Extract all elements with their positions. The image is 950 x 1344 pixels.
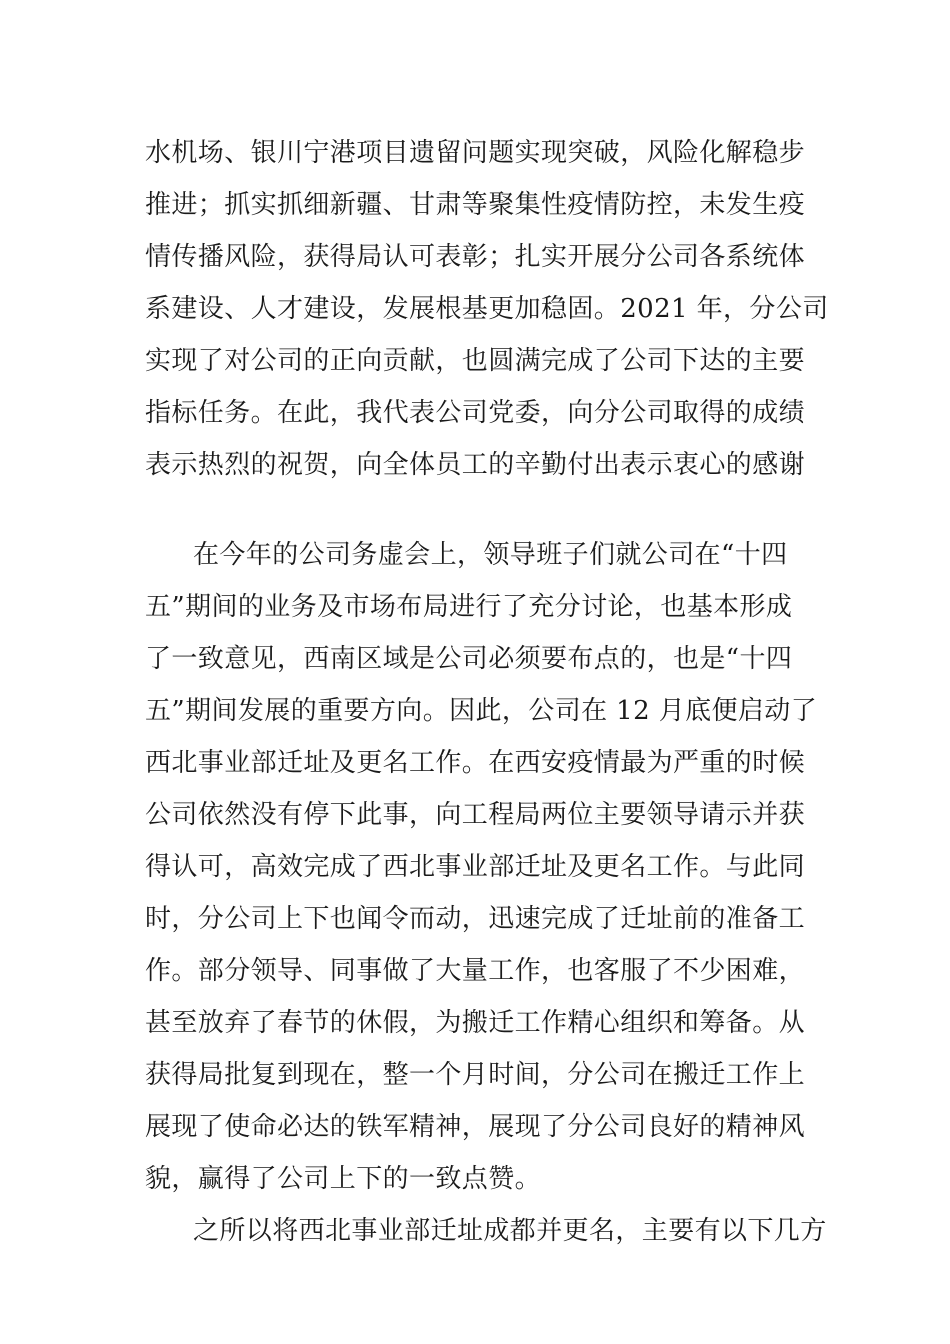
text-line: 五”期间发展的重要方向。因此，公司在 12 月底便启动了 bbox=[145, 696, 818, 726]
text-line: 推进；抓实抓细新疆、甘肃等聚集性疫情防控，未发生疫 bbox=[145, 190, 806, 220]
text-line: 指标任务。在此，我代表公司党委，向分公司取得的成绩 bbox=[145, 398, 806, 428]
text-line: 得认可，高效完成了西北事业部迁址及更名工作。与此同 bbox=[145, 852, 806, 882]
text-line: 水机场、银川宁港项目遗留问题实现突破，风险化解稳步 bbox=[145, 138, 806, 168]
text-line: 西北事业部迁址及更名工作。在西安疫情最为严重的时候 bbox=[145, 748, 806, 778]
text-line: 作。部分领导、同事做了大量工作，也客服了不少困难， bbox=[145, 956, 806, 986]
text-line: 时，分公司上下也闻令而动，迅速完成了迁址前的准备工 bbox=[145, 904, 806, 934]
text-line: 之所以将西北事业部迁址成都并更名，主要有以下几方 bbox=[193, 1216, 827, 1246]
text-line: 表示热烈的祝贺，向全体员工的辛勤付出表示衷心的感谢 bbox=[145, 450, 806, 480]
text-line: 公司依然没有停下此事，向工程局两位主要领导请示并获 bbox=[145, 800, 806, 830]
text-line: 甚至放弃了春节的休假，为搬迁工作精心组织和筹备。从 bbox=[145, 1008, 806, 1038]
text-line: 情传播风险，获得局认可表彰；扎实开展分公司各系统体 bbox=[145, 242, 806, 272]
text-line: 在今年的公司务虚会上，领导班子们就公司在“十四 bbox=[193, 540, 788, 570]
text-line: 实现了对公司的正向贡献，也圆满完成了公司下达的主要 bbox=[145, 346, 806, 376]
text-line: 了一致意见，西南区域是公司必须要布点的，也是“十四 bbox=[145, 644, 793, 674]
text-line: 貌，赢得了公司上下的一致点赞。 bbox=[145, 1164, 542, 1194]
text-line: 展现了使命必达的铁军精神，展现了分公司良好的精神风 bbox=[145, 1112, 806, 1142]
text-line: 获得局批复到现在，整一个月时间，分公司在搬迁工作上 bbox=[145, 1060, 806, 1090]
text-line: 五”期间的业务及市场布局进行了充分讨论，也基本形成 bbox=[145, 592, 793, 622]
text-line: 系建设、人才建设，发展根基更加稳固。2021 年，分公司 bbox=[145, 294, 829, 324]
